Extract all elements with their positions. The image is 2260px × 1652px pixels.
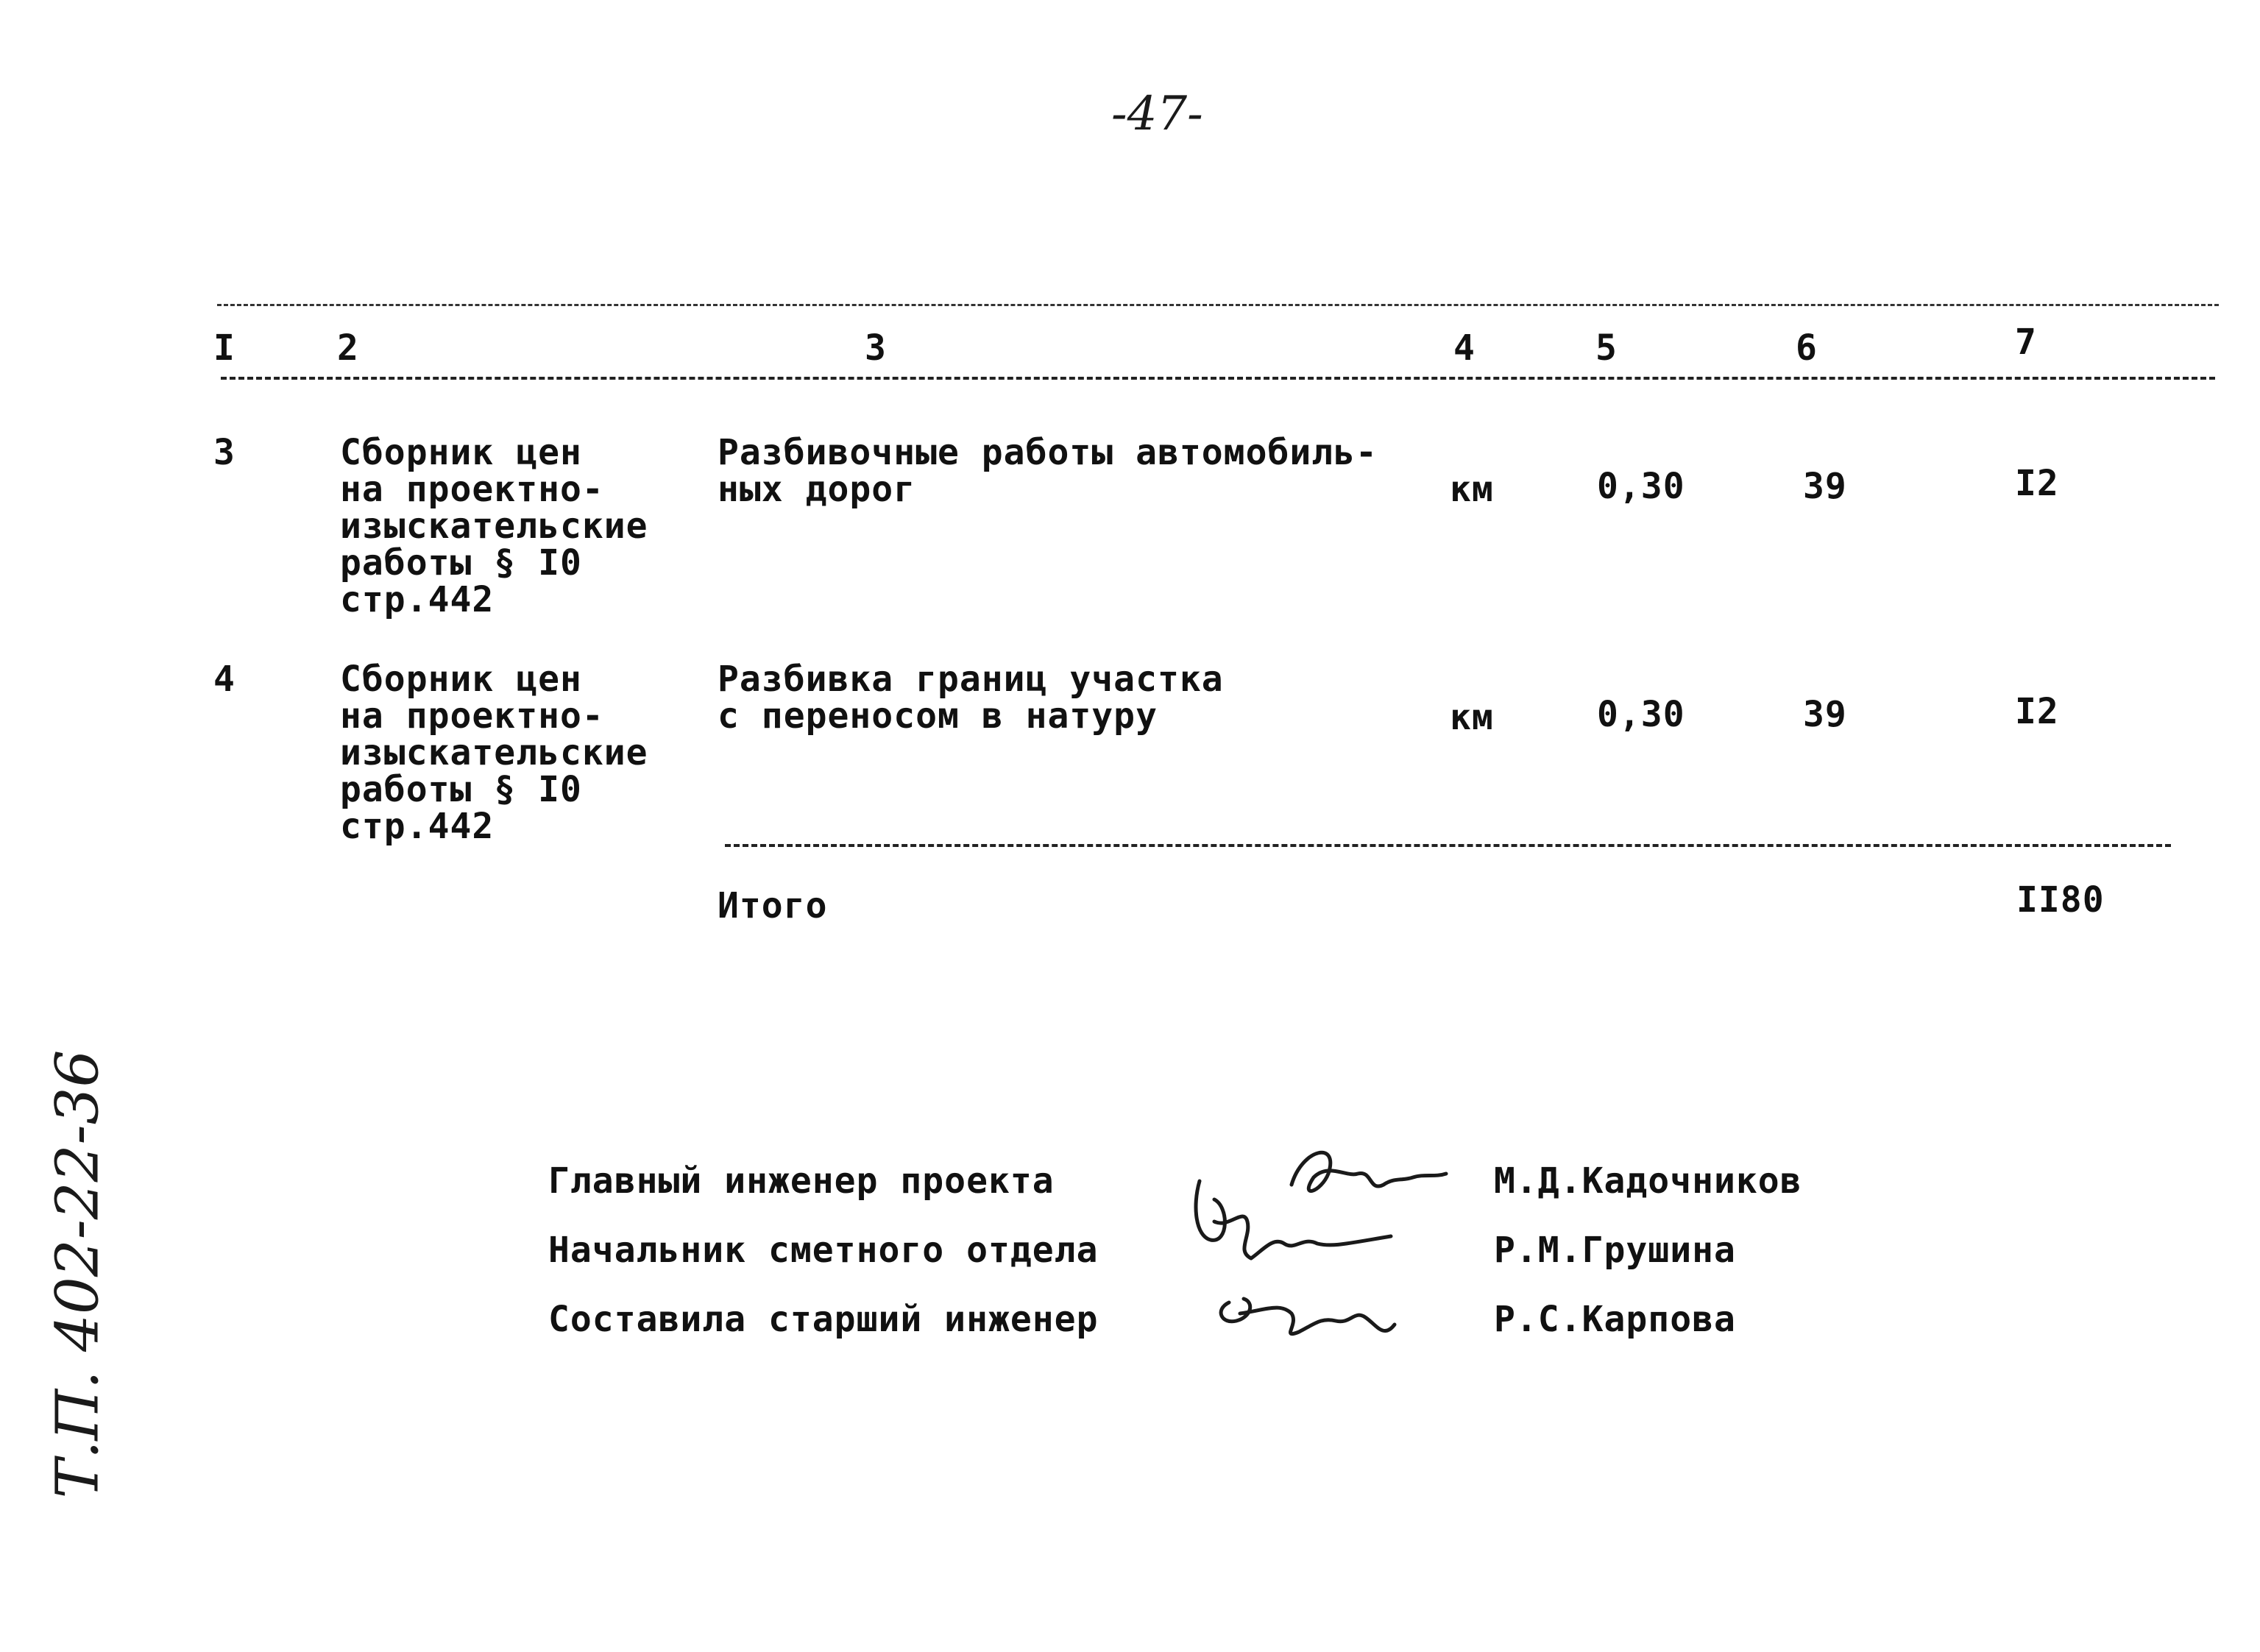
table-row-price: 39 bbox=[1803, 466, 1847, 507]
table-row-cost: I2 bbox=[2015, 691, 2059, 732]
table-row-work: Разбивка границ участка с переносом в натуру bbox=[718, 659, 1224, 737]
signature-name-chief-engineer: М.Д.Кадочников bbox=[1494, 1160, 1802, 1202]
header-col-2: 2 bbox=[337, 327, 359, 369]
header-col-6: 6 bbox=[1796, 327, 1818, 369]
table-row-unit: км bbox=[1450, 697, 1494, 738]
table-row-qty: 0,30 bbox=[1597, 694, 1685, 735]
total-value: II80 bbox=[2016, 879, 2105, 921]
margin-note: Т.П. 402-22-36 bbox=[43, 1049, 112, 1499]
table-row-source: Сборник цен на проектно- изыскательские работы § I0 стр.442 bbox=[340, 659, 648, 847]
header-col-7: 7 bbox=[2015, 322, 2037, 363]
signature-name-estimate-head: Р.М.Грушина bbox=[1494, 1230, 1736, 1271]
table-top-rule bbox=[217, 304, 2219, 306]
total-rule bbox=[725, 844, 2171, 847]
table-row-num: 4 bbox=[213, 659, 235, 700]
total-label: Итого bbox=[718, 885, 828, 926]
signature-role-estimate-head: Начальник сметного отдела bbox=[548, 1230, 1099, 1271]
table-row-num: 3 bbox=[213, 432, 235, 473]
page-number: -47- bbox=[1111, 87, 1203, 141]
header-col-5: 5 bbox=[1595, 327, 1618, 369]
table-row-qty: 0,30 bbox=[1597, 466, 1685, 507]
header-col-4: 4 bbox=[1453, 327, 1476, 369]
header-col-3: 3 bbox=[865, 327, 887, 369]
header-bottom-rule bbox=[221, 377, 2215, 380]
signature-role-chief-engineer: Главный инженер проекта bbox=[548, 1160, 1055, 1202]
signature-role-compiler: Составила старший инженер bbox=[548, 1299, 1099, 1340]
signature-name-compiler: Р.С.Карпова bbox=[1494, 1299, 1736, 1340]
handwritten-signatures bbox=[1170, 1133, 1479, 1369]
header-col-1: I bbox=[213, 327, 235, 369]
table-row-source: Сборник цен на проектно- изыскательские работы § I0 стр.442 bbox=[340, 432, 648, 620]
table-row-cost: I2 bbox=[2015, 463, 2059, 504]
table-row-unit: км bbox=[1450, 469, 1494, 510]
table-row-work: Разбивочные работы автомобиль- ных дорог bbox=[718, 432, 1378, 510]
table-row-price: 39 bbox=[1803, 694, 1847, 735]
